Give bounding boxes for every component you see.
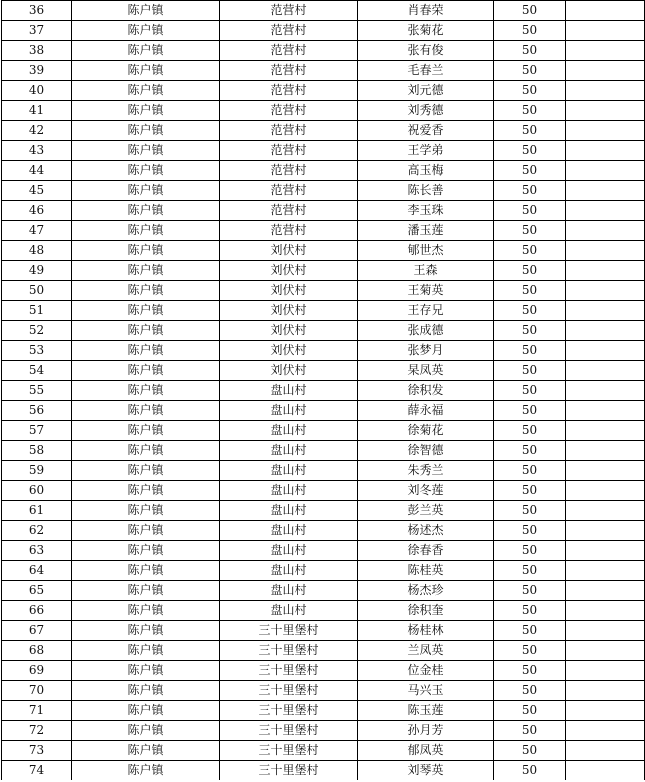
note-cell[interactable] <box>566 461 645 481</box>
town-cell[interactable]: 陈户镇 <box>72 681 220 701</box>
note-cell[interactable] <box>566 1 645 21</box>
town-cell[interactable]: 陈户镇 <box>72 601 220 621</box>
town-cell[interactable]: 陈户镇 <box>72 21 220 41</box>
amount-cell[interactable]: 50 <box>494 441 566 461</box>
table-row <box>2 341 645 361</box>
amount-cell[interactable]: 50 <box>494 341 566 361</box>
name-cell[interactable]: 郁凤英 <box>358 741 494 761</box>
table-row <box>2 361 645 381</box>
note-cell[interactable] <box>566 181 645 201</box>
row-number-cell[interactable]: 37 <box>2 21 72 41</box>
village-cell[interactable]: 范营村 <box>220 141 358 161</box>
name-cell[interactable]: 祝爱香 <box>358 121 494 141</box>
town-cell[interactable]: 陈户镇 <box>72 501 220 521</box>
village-cell[interactable]: 范营村 <box>220 181 358 201</box>
amount-cell[interactable]: 50 <box>494 541 566 561</box>
town-cell[interactable]: 陈户镇 <box>72 421 220 441</box>
note-cell[interactable] <box>566 21 645 41</box>
note-cell[interactable] <box>566 401 645 421</box>
name-cell[interactable]: 王森 <box>358 261 494 281</box>
note-cell[interactable] <box>566 581 645 601</box>
table-row <box>2 641 645 661</box>
name-cell[interactable]: 彭兰英 <box>358 501 494 521</box>
town-cell[interactable]: 陈户镇 <box>72 361 220 381</box>
village-cell[interactable]: 刘伏村 <box>220 321 358 341</box>
town-cell[interactable]: 陈户镇 <box>72 61 220 81</box>
amount-cell[interactable]: 50 <box>494 21 566 41</box>
name-cell[interactable]: 王存兄 <box>358 301 494 321</box>
name-cell[interactable]: 朱秀兰 <box>358 461 494 481</box>
amount-cell[interactable]: 50 <box>494 41 566 61</box>
name-cell[interactable]: 徐菊花 <box>358 421 494 441</box>
table-row <box>2 301 645 321</box>
row-number-cell[interactable]: 53 <box>2 341 72 361</box>
amount-cell[interactable]: 50 <box>494 621 566 641</box>
note-cell[interactable] <box>566 161 645 181</box>
town-cell[interactable]: 陈户镇 <box>72 401 220 421</box>
note-cell[interactable] <box>566 661 645 681</box>
row-number-cell[interactable]: 63 <box>2 541 72 561</box>
table-row <box>2 141 645 161</box>
row-number-cell[interactable]: 47 <box>2 221 72 241</box>
table-row <box>2 661 645 681</box>
table-row <box>2 1 645 21</box>
village-cell[interactable]: 三十里堡村 <box>220 761 358 781</box>
name-cell[interactable]: 陈桂英 <box>358 561 494 581</box>
town-cell[interactable]: 陈户镇 <box>72 221 220 241</box>
town-cell[interactable]: 陈户镇 <box>72 41 220 61</box>
row-number-cell[interactable]: 40 <box>2 81 72 101</box>
note-cell[interactable] <box>566 81 645 101</box>
amount-cell[interactable]: 50 <box>494 221 566 241</box>
table-row <box>2 181 645 201</box>
town-cell[interactable]: 陈户镇 <box>72 481 220 501</box>
note-cell[interactable] <box>566 381 645 401</box>
amount-cell[interactable]: 50 <box>494 661 566 681</box>
town-cell[interactable]: 陈户镇 <box>72 761 220 781</box>
amount-cell[interactable]: 50 <box>494 461 566 481</box>
row-number-cell[interactable]: 52 <box>2 321 72 341</box>
village-cell[interactable]: 盘山村 <box>220 601 358 621</box>
amount-cell[interactable]: 50 <box>494 701 566 721</box>
village-cell[interactable]: 范营村 <box>220 61 358 81</box>
town-cell[interactable]: 陈户镇 <box>72 281 220 301</box>
row-number-cell[interactable]: 71 <box>2 701 72 721</box>
note-cell[interactable] <box>566 121 645 141</box>
amount-cell[interactable]: 50 <box>494 61 566 81</box>
town-cell[interactable]: 陈户镇 <box>72 441 220 461</box>
note-cell[interactable] <box>566 701 645 721</box>
village-cell[interactable]: 范营村 <box>220 201 358 221</box>
table-row <box>2 401 645 421</box>
amount-cell[interactable]: 50 <box>494 321 566 341</box>
town-cell[interactable]: 陈户镇 <box>72 461 220 481</box>
row-number-cell[interactable]: 51 <box>2 301 72 321</box>
village-cell[interactable]: 刘伏村 <box>220 241 358 261</box>
row-number-cell[interactable]: 68 <box>2 641 72 661</box>
name-cell[interactable]: 兰凤英 <box>358 641 494 661</box>
row-number-cell[interactable]: 45 <box>2 181 72 201</box>
table-row <box>2 261 645 281</box>
note-cell[interactable] <box>566 361 645 381</box>
amount-cell[interactable]: 50 <box>494 1 566 21</box>
town-cell[interactable]: 陈户镇 <box>72 641 220 661</box>
row-number-cell[interactable]: 38 <box>2 41 72 61</box>
row-number-cell[interactable]: 54 <box>2 361 72 381</box>
town-cell[interactable]: 陈户镇 <box>72 301 220 321</box>
table-row <box>2 161 645 181</box>
town-cell[interactable]: 陈户镇 <box>72 521 220 541</box>
row-number-cell[interactable]: 56 <box>2 401 72 421</box>
village-cell[interactable]: 三十里堡村 <box>220 741 358 761</box>
amount-cell[interactable]: 50 <box>494 381 566 401</box>
village-cell[interactable]: 盘山村 <box>220 541 358 561</box>
note-cell[interactable] <box>566 721 645 741</box>
table-row <box>2 81 645 101</box>
name-cell[interactable]: 李玉珠 <box>358 201 494 221</box>
town-cell[interactable]: 陈户镇 <box>72 721 220 741</box>
amount-cell[interactable]: 50 <box>494 261 566 281</box>
table-body <box>2 1 645 781</box>
note-cell[interactable] <box>566 641 645 661</box>
town-cell[interactable]: 陈户镇 <box>72 1 220 21</box>
village-cell[interactable]: 范营村 <box>220 221 358 241</box>
note-cell[interactable] <box>566 141 645 161</box>
name-cell[interactable]: 陈长善 <box>358 181 494 201</box>
town-cell[interactable]: 陈户镇 <box>72 321 220 341</box>
village-cell[interactable]: 三十里堡村 <box>220 701 358 721</box>
row-number-cell[interactable]: 36 <box>2 1 72 21</box>
village-cell[interactable]: 范营村 <box>220 161 358 181</box>
row-number-cell[interactable]: 46 <box>2 201 72 221</box>
town-cell[interactable]: 陈户镇 <box>72 241 220 261</box>
table-row <box>2 121 645 141</box>
village-cell[interactable]: 刘伏村 <box>220 361 358 381</box>
amount-cell[interactable]: 50 <box>494 401 566 421</box>
note-cell[interactable] <box>566 221 645 241</box>
row-number-cell[interactable]: 39 <box>2 61 72 81</box>
table-row <box>2 621 645 641</box>
amount-cell[interactable]: 50 <box>494 121 566 141</box>
village-cell[interactable]: 三十里堡村 <box>220 681 358 701</box>
amount-cell[interactable]: 50 <box>494 421 566 441</box>
amount-cell[interactable]: 50 <box>494 601 566 621</box>
table-row <box>2 761 645 781</box>
amount-cell[interactable]: 50 <box>494 361 566 381</box>
name-cell[interactable]: 王菊英 <box>358 281 494 301</box>
name-cell[interactable]: 刘琴英 <box>358 761 494 781</box>
amount-cell[interactable]: 50 <box>494 681 566 701</box>
town-cell[interactable]: 陈户镇 <box>72 201 220 221</box>
village-cell[interactable]: 三十里堡村 <box>220 721 358 741</box>
note-cell[interactable] <box>566 681 645 701</box>
table-row <box>2 581 645 601</box>
town-cell[interactable]: 陈户镇 <box>72 621 220 641</box>
note-cell[interactable] <box>566 61 645 81</box>
row-number-cell[interactable]: 74 <box>2 761 72 781</box>
village-cell[interactable]: 盘山村 <box>220 481 358 501</box>
note-cell[interactable] <box>566 441 645 461</box>
note-cell[interactable] <box>566 301 645 321</box>
table-row <box>2 501 645 521</box>
table-row <box>2 561 645 581</box>
name-cell[interactable]: 张有俊 <box>358 41 494 61</box>
name-cell[interactable]: 刘元德 <box>358 81 494 101</box>
village-cell[interactable]: 刘伏村 <box>220 261 358 281</box>
table-row <box>2 741 645 761</box>
town-cell[interactable]: 陈户镇 <box>72 141 220 161</box>
row-number-cell[interactable]: 55 <box>2 381 72 401</box>
note-cell[interactable] <box>566 241 645 261</box>
name-cell[interactable]: 刘秀德 <box>358 101 494 121</box>
note-cell[interactable] <box>566 621 645 641</box>
note-cell[interactable] <box>566 761 645 781</box>
town-cell[interactable]: 陈户镇 <box>72 161 220 181</box>
note-cell[interactable] <box>566 601 645 621</box>
village-cell[interactable]: 范营村 <box>220 41 358 61</box>
table-row <box>2 721 645 741</box>
name-cell[interactable]: 刘冬莲 <box>358 481 494 501</box>
note-cell[interactable] <box>566 41 645 61</box>
table-row <box>2 441 645 461</box>
table-row <box>2 21 645 41</box>
amount-cell[interactable]: 50 <box>494 181 566 201</box>
amount-cell[interactable]: 50 <box>494 641 566 661</box>
row-number-cell[interactable]: 69 <box>2 661 72 681</box>
table-row <box>2 281 645 301</box>
note-cell[interactable] <box>566 101 645 121</box>
table-row <box>2 41 645 61</box>
note-cell[interactable] <box>566 541 645 561</box>
table-row <box>2 701 645 721</box>
amount-cell[interactable]: 50 <box>494 721 566 741</box>
row-number-cell[interactable]: 59 <box>2 461 72 481</box>
note-cell[interactable] <box>566 421 645 441</box>
town-cell[interactable]: 陈户镇 <box>72 181 220 201</box>
town-cell[interactable]: 陈户镇 <box>72 381 220 401</box>
town-cell[interactable]: 陈户镇 <box>72 701 220 721</box>
village-cell[interactable]: 盘山村 <box>220 441 358 461</box>
table-row <box>2 61 645 81</box>
name-cell[interactable]: 王学弟 <box>358 141 494 161</box>
village-cell[interactable]: 刘伏村 <box>220 301 358 321</box>
table-row <box>2 681 645 701</box>
row-number-cell[interactable]: 66 <box>2 601 72 621</box>
row-number-cell[interactable]: 44 <box>2 161 72 181</box>
name-cell[interactable]: 孙月芳 <box>358 721 494 741</box>
village-cell[interactable]: 刘伏村 <box>220 341 358 361</box>
table-row <box>2 601 645 621</box>
name-cell[interactable]: 马兴玉 <box>358 681 494 701</box>
town-cell[interactable]: 陈户镇 <box>72 261 220 281</box>
row-number-cell[interactable]: 50 <box>2 281 72 301</box>
town-cell[interactable]: 陈户镇 <box>72 541 220 561</box>
town-cell[interactable]: 陈户镇 <box>72 101 220 121</box>
town-cell[interactable]: 陈户镇 <box>72 341 220 361</box>
amount-cell[interactable]: 50 <box>494 761 566 781</box>
row-number-cell[interactable]: 58 <box>2 441 72 461</box>
town-cell[interactable]: 陈户镇 <box>72 121 220 141</box>
row-number-cell[interactable]: 57 <box>2 421 72 441</box>
name-cell[interactable]: 杨杰珍 <box>358 581 494 601</box>
table-row <box>2 241 645 261</box>
amount-cell[interactable]: 50 <box>494 141 566 161</box>
village-cell[interactable]: 盘山村 <box>220 581 358 601</box>
village-cell[interactable]: 范营村 <box>220 1 358 21</box>
table-row <box>2 381 645 401</box>
name-cell[interactable]: 张菊花 <box>358 21 494 41</box>
note-cell[interactable] <box>566 261 645 281</box>
name-cell[interactable]: 潘玉莲 <box>358 221 494 241</box>
village-cell[interactable]: 三十里堡村 <box>220 661 358 681</box>
name-cell[interactable]: 薛永福 <box>358 401 494 421</box>
village-cell[interactable]: 刘伏村 <box>220 281 358 301</box>
village-cell[interactable]: 盘山村 <box>220 421 358 441</box>
note-cell[interactable] <box>566 321 645 341</box>
name-cell[interactable]: 杨述杰 <box>358 521 494 541</box>
note-cell[interactable] <box>566 741 645 761</box>
village-cell[interactable]: 盘山村 <box>220 461 358 481</box>
table-row <box>2 201 645 221</box>
table-row <box>2 541 645 561</box>
town-cell[interactable]: 陈户镇 <box>72 81 220 101</box>
row-number-cell[interactable]: 41 <box>2 101 72 121</box>
village-cell[interactable]: 盘山村 <box>220 381 358 401</box>
note-cell[interactable] <box>566 341 645 361</box>
name-cell[interactable]: 高玉梅 <box>358 161 494 181</box>
note-cell[interactable] <box>566 561 645 581</box>
amount-cell[interactable]: 50 <box>494 201 566 221</box>
town-cell[interactable]: 陈户镇 <box>72 581 220 601</box>
name-cell[interactable]: 张梦月 <box>358 341 494 361</box>
table-row <box>2 421 645 441</box>
row-number-cell[interactable]: 62 <box>2 521 72 541</box>
name-cell[interactable]: 位金桂 <box>358 661 494 681</box>
name-cell[interactable]: 张成德 <box>358 321 494 341</box>
row-number-cell[interactable]: 43 <box>2 141 72 161</box>
row-number-cell[interactable]: 48 <box>2 241 72 261</box>
table-row <box>2 521 645 541</box>
row-number-cell[interactable]: 60 <box>2 481 72 501</box>
name-cell[interactable]: 徐春香 <box>358 541 494 561</box>
amount-cell[interactable]: 50 <box>494 301 566 321</box>
note-cell[interactable] <box>566 201 645 221</box>
village-cell[interactable]: 范营村 <box>220 81 358 101</box>
name-cell[interactable]: 毛春兰 <box>358 61 494 81</box>
table-row <box>2 101 645 121</box>
note-cell[interactable] <box>566 281 645 301</box>
amount-cell[interactable]: 50 <box>494 481 566 501</box>
name-cell[interactable]: 肖春荣 <box>358 1 494 21</box>
name-cell[interactable]: 郇世杰 <box>358 241 494 261</box>
village-cell[interactable]: 盘山村 <box>220 521 358 541</box>
amount-cell[interactable]: 50 <box>494 581 566 601</box>
village-cell[interactable]: 范营村 <box>220 101 358 121</box>
name-cell[interactable]: 杨桂林 <box>358 621 494 641</box>
name-cell[interactable]: 徐智德 <box>358 441 494 461</box>
row-number-cell[interactable]: 65 <box>2 581 72 601</box>
row-number-cell[interactable]: 70 <box>2 681 72 701</box>
row-number-cell[interactable]: 67 <box>2 621 72 641</box>
note-cell[interactable] <box>566 481 645 501</box>
table-row <box>2 221 645 241</box>
amount-cell[interactable]: 50 <box>494 161 566 181</box>
amount-cell[interactable]: 50 <box>494 561 566 581</box>
note-cell[interactable] <box>566 521 645 541</box>
amount-cell[interactable]: 50 <box>494 81 566 101</box>
name-cell[interactable]: 徐积发 <box>358 381 494 401</box>
village-cell[interactable]: 盘山村 <box>220 401 358 421</box>
amount-cell[interactable]: 50 <box>494 241 566 261</box>
village-cell[interactable]: 三十里堡村 <box>220 641 358 661</box>
row-number-cell[interactable]: 73 <box>2 741 72 761</box>
town-cell[interactable]: 陈户镇 <box>72 561 220 581</box>
amount-cell[interactable]: 50 <box>494 101 566 121</box>
amount-cell[interactable]: 50 <box>494 281 566 301</box>
note-cell[interactable] <box>566 501 645 521</box>
beneficiary-table <box>1 0 645 781</box>
name-cell[interactable]: 徐积奎 <box>358 601 494 621</box>
village-cell[interactable]: 盘山村 <box>220 501 358 521</box>
table-row <box>2 321 645 341</box>
village-cell[interactable]: 范营村 <box>220 21 358 41</box>
table-row <box>2 461 645 481</box>
name-cell[interactable]: 杲凤英 <box>358 361 494 381</box>
village-cell[interactable]: 盘山村 <box>220 561 358 581</box>
row-number-cell[interactable]: 72 <box>2 721 72 741</box>
row-number-cell[interactable]: 42 <box>2 121 72 141</box>
row-number-cell[interactable]: 61 <box>2 501 72 521</box>
row-number-cell[interactable]: 49 <box>2 261 72 281</box>
row-number-cell[interactable]: 64 <box>2 561 72 581</box>
town-cell[interactable]: 陈户镇 <box>72 661 220 681</box>
village-cell[interactable]: 范营村 <box>220 121 358 141</box>
name-cell[interactable]: 陈玉莲 <box>358 701 494 721</box>
amount-cell[interactable]: 50 <box>494 521 566 541</box>
town-cell[interactable]: 陈户镇 <box>72 741 220 761</box>
village-cell[interactable]: 三十里堡村 <box>220 621 358 641</box>
amount-cell[interactable]: 50 <box>494 501 566 521</box>
table-row <box>2 481 645 501</box>
amount-cell[interactable]: 50 <box>494 741 566 761</box>
